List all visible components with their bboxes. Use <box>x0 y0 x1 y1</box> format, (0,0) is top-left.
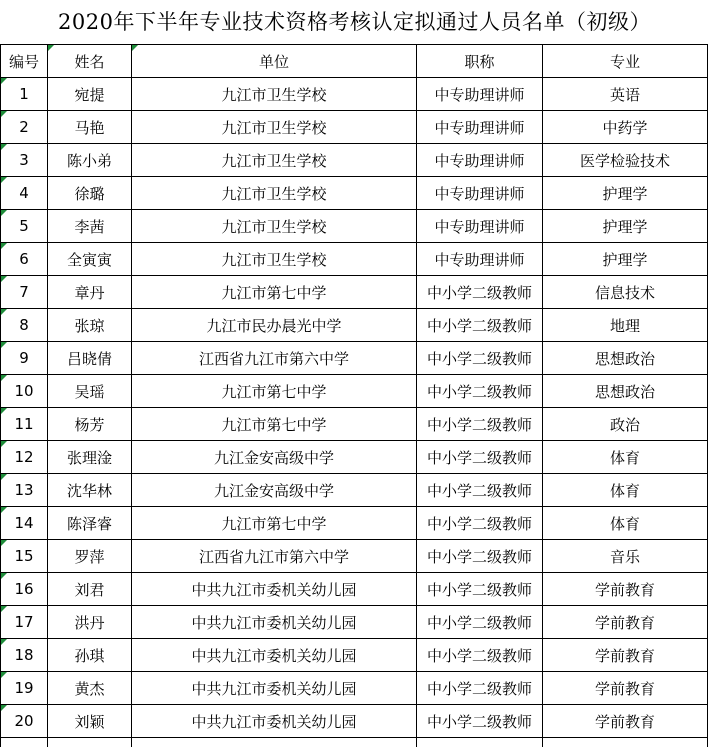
cell-number: 9 <box>1 342 48 375</box>
table-row <box>1 276 708 309</box>
cell-major: 思想政治 <box>543 342 708 375</box>
cell-number: 20 <box>1 705 48 738</box>
cell-title: 中小学二级教师 <box>417 507 543 540</box>
cell-unit: 九江市第七中学 <box>132 276 417 309</box>
cell-name: 吴瑶 <box>48 375 132 408</box>
cell-major: 政治 <box>543 408 708 441</box>
cell-name: 刘颖 <box>48 705 132 738</box>
table-row <box>1 309 708 342</box>
cell-unit: 九江市卫生学校 <box>132 111 417 144</box>
cell-name: 罗萍 <box>48 540 132 573</box>
header-unit: 单位 <box>132 45 417 78</box>
cell-number: 14 <box>1 507 48 540</box>
cell-major: 学前教育 <box>543 705 708 738</box>
table-row <box>1 540 708 573</box>
personnel-table <box>0 44 708 747</box>
cell-title: 中专助理讲师 <box>417 144 543 177</box>
table-row <box>1 441 708 474</box>
table-row <box>1 474 708 507</box>
cell-major: 护理学 <box>543 210 708 243</box>
cell-name: 全寅寅 <box>48 243 132 276</box>
cell-major: 中药学 <box>543 111 708 144</box>
cell-title: 中小学二级教师 <box>417 441 543 474</box>
cell-name: 章丹 <box>48 276 132 309</box>
cell-number: 16 <box>1 573 48 606</box>
cell-unit: 中共九江市委机关幼儿园 <box>132 606 417 639</box>
table-row <box>1 639 708 672</box>
table-row <box>1 342 708 375</box>
header-number: 编号 <box>1 45 48 78</box>
cell-number: 3 <box>1 144 48 177</box>
header-name: 姓名 <box>48 45 132 78</box>
cell-unit: 九江市第七中学 <box>132 375 417 408</box>
cell-major: 体育 <box>543 441 708 474</box>
cell-title: 中小学二级教师 <box>417 540 543 573</box>
cell-name: 刘君 <box>48 573 132 606</box>
cell-number: 10 <box>1 375 48 408</box>
cell-major: 护理学 <box>543 243 708 276</box>
cell-name: 张理淦 <box>48 441 132 474</box>
cell-number: 8 <box>1 309 48 342</box>
cell-major: 音乐 <box>543 540 708 573</box>
table-row <box>1 573 708 606</box>
cell-number: 4 <box>1 177 48 210</box>
cell-unit: 江西省九江市第六中学 <box>132 342 417 375</box>
cell-unit: 九江市卫生学校 <box>132 177 417 210</box>
cell-number: 6 <box>1 243 48 276</box>
table-row <box>1 606 708 639</box>
cell-major: 思想政治 <box>543 375 708 408</box>
cell-major: 体育 <box>543 474 708 507</box>
cell-title: 中小学二级教师 <box>417 474 543 507</box>
cell-unit: 九江市卫生学校 <box>132 210 417 243</box>
cell-major: 学前教育 <box>543 639 708 672</box>
cell-unit: 江西省九江市第六中学 <box>132 540 417 573</box>
cell-major: 体育 <box>543 507 708 540</box>
cell-name: 张琼 <box>48 309 132 342</box>
cell-name: 李茜 <box>48 210 132 243</box>
cell-unit: 中共九江市委机关幼儿园 <box>132 705 417 738</box>
cell-title: 中小学二级教师 <box>417 639 543 672</box>
table-row <box>1 78 708 111</box>
cell-major: 护理学 <box>543 177 708 210</box>
cell-major: 学前教育 <box>543 606 708 639</box>
cell-major: 学前教育 <box>543 672 708 705</box>
cell-number: 2 <box>1 111 48 144</box>
cell-title: 中专助理讲师 <box>417 177 543 210</box>
cell-name: 黄杰 <box>48 672 132 705</box>
empty-cell <box>1 738 48 747</box>
cell-unit: 九江市卫生学校 <box>132 78 417 111</box>
cell-title: 中小学二级教师 <box>417 672 543 705</box>
header-major: 专业 <box>543 45 708 78</box>
cell-number: 18 <box>1 639 48 672</box>
cell-title: 中小学二级教师 <box>417 342 543 375</box>
cell-title: 中小学二级教师 <box>417 408 543 441</box>
cell-number: 13 <box>1 474 48 507</box>
cell-name: 杨芳 <box>48 408 132 441</box>
cell-name: 洪丹 <box>48 606 132 639</box>
cell-number: 12 <box>1 441 48 474</box>
cell-number: 15 <box>1 540 48 573</box>
table-row <box>1 144 708 177</box>
cell-name: 吕晓倩 <box>48 342 132 375</box>
cell-major: 地理 <box>543 309 708 342</box>
header-title: 职称 <box>417 45 543 78</box>
cell-major: 学前教育 <box>543 573 708 606</box>
table-row-partial <box>1 738 708 747</box>
cell-major: 英语 <box>543 78 708 111</box>
cell-number: 7 <box>1 276 48 309</box>
cell-unit: 中共九江市委机关幼儿园 <box>132 639 417 672</box>
cell-major: 医学检验技术 <box>543 144 708 177</box>
cell-unit: 九江金安高级中学 <box>132 474 417 507</box>
cell-title: 中小学二级教师 <box>417 375 543 408</box>
cell-unit: 中共九江市委机关幼儿园 <box>132 573 417 606</box>
cell-name: 陈小弟 <box>48 144 132 177</box>
table-row <box>1 672 708 705</box>
table-row <box>1 111 708 144</box>
cell-name: 陈泽睿 <box>48 507 132 540</box>
cell-name: 孙琪 <box>48 639 132 672</box>
cell-name: 宛提 <box>48 78 132 111</box>
table-row <box>1 243 708 276</box>
cell-title: 中小学二级教师 <box>417 705 543 738</box>
cell-unit: 九江市第七中学 <box>132 507 417 540</box>
cell-title: 中小学二级教师 <box>417 309 543 342</box>
cell-unit: 九江市卫生学校 <box>132 144 417 177</box>
table-row <box>1 507 708 540</box>
cell-title: 中小学二级教师 <box>417 606 543 639</box>
cell-title: 中小学二级教师 <box>417 573 543 606</box>
cell-unit: 九江市第七中学 <box>132 408 417 441</box>
table-row <box>1 210 708 243</box>
empty-cell <box>48 738 132 747</box>
cell-number: 19 <box>1 672 48 705</box>
cell-name: 马艳 <box>48 111 132 144</box>
table-row <box>1 705 708 738</box>
cell-title: 中专助理讲师 <box>417 111 543 144</box>
table-row <box>1 177 708 210</box>
cell-unit: 九江市民办晨光中学 <box>132 309 417 342</box>
cell-number: 5 <box>1 210 48 243</box>
cell-major: 信息技术 <box>543 276 708 309</box>
cell-number: 17 <box>1 606 48 639</box>
cell-unit: 中共九江市委机关幼儿园 <box>132 672 417 705</box>
empty-cell <box>132 738 417 747</box>
cell-name: 徐璐 <box>48 177 132 210</box>
cell-title: 中专助理讲师 <box>417 210 543 243</box>
header-row <box>1 45 708 78</box>
empty-cell <box>543 738 708 747</box>
document-title: 2020年下半年专业技术资格考核认定拟通过人员名单（初级） <box>0 0 709 42</box>
empty-cell <box>417 738 543 747</box>
cell-title: 中专助理讲师 <box>417 78 543 111</box>
cell-unit: 九江市卫生学校 <box>132 243 417 276</box>
cell-name: 沈华林 <box>48 474 132 507</box>
cell-unit: 九江金安高级中学 <box>132 441 417 474</box>
cell-number: 11 <box>1 408 48 441</box>
table-row <box>1 408 708 441</box>
cell-title: 中专助理讲师 <box>417 243 543 276</box>
cell-title: 中小学二级教师 <box>417 276 543 309</box>
cell-number: 1 <box>1 78 48 111</box>
table-row <box>1 375 708 408</box>
